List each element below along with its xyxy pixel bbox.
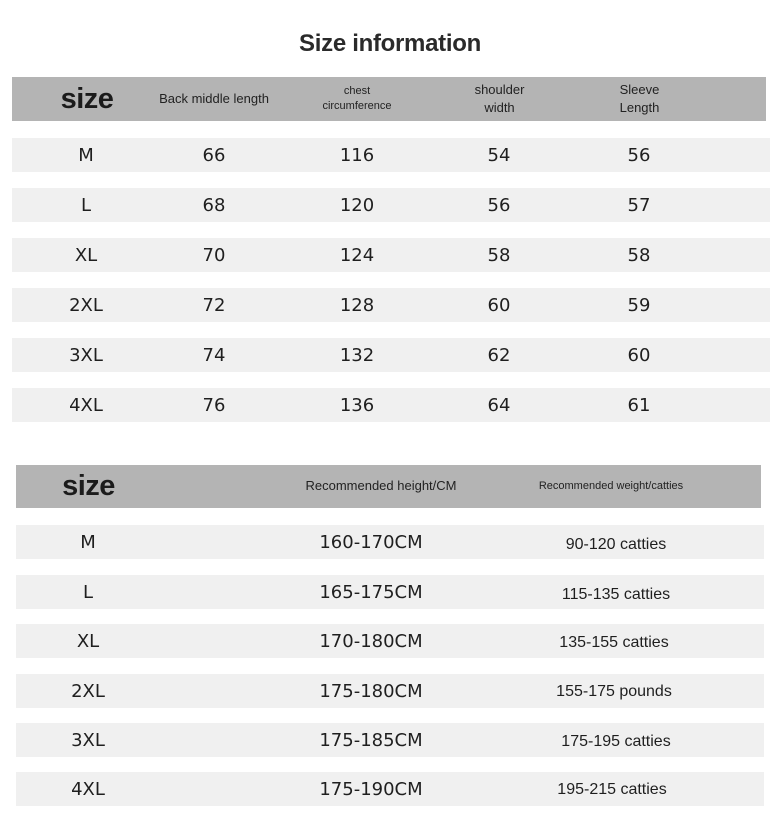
table-row xyxy=(12,138,770,172)
cell-weight: 195-215 catties xyxy=(557,781,667,798)
header-back-length: Back middle length xyxy=(159,90,269,106)
table-row xyxy=(16,674,764,708)
cell-size: 4XL xyxy=(69,394,103,416)
cell-weight: 90-120 catties xyxy=(565,536,667,553)
cell-size: 3XL xyxy=(71,729,105,751)
cell-back: 74 xyxy=(202,344,226,366)
table-row xyxy=(12,338,770,372)
cell-shoulder: 58 xyxy=(487,244,511,266)
size-table-recommendation xyxy=(16,465,761,800)
cell-size: 2XL xyxy=(71,680,105,702)
cell-size: 3XL xyxy=(69,344,103,366)
cell-chest: 116 xyxy=(339,144,375,166)
cell-shoulder: 60 xyxy=(487,294,511,316)
header-shoulder xyxy=(452,77,547,121)
cell-sleeve: 61 xyxy=(627,394,651,416)
cell-chest: 120 xyxy=(339,194,375,216)
header-sleeve xyxy=(592,77,687,121)
cell-sleeve: 57 xyxy=(627,194,651,216)
cell-height: 175-190CM xyxy=(319,778,423,800)
cell-back: 70 xyxy=(202,244,226,266)
table-header xyxy=(16,465,761,508)
cell-size: M xyxy=(80,531,96,553)
cell-chest: 124 xyxy=(339,244,375,266)
header-size: size xyxy=(62,470,115,503)
cell-sleeve: 56 xyxy=(627,144,651,166)
header-chest-line1: chest xyxy=(343,84,371,97)
cell-size: XL xyxy=(76,630,100,652)
cell-weight: 115-135 catties xyxy=(561,586,671,603)
cell-back: 72 xyxy=(202,294,226,316)
cell-size: 4XL xyxy=(71,778,105,800)
cell-back: 76 xyxy=(202,394,226,416)
cell-height: 175-180CM xyxy=(319,680,423,702)
cell-size: L xyxy=(82,581,94,603)
table-header xyxy=(12,77,766,121)
cell-height: 165-175CM xyxy=(319,581,423,603)
header-sleeve-line2: Length xyxy=(619,100,660,115)
cell-height: 160-170CM xyxy=(319,531,423,553)
header-height: Recommended height/CM xyxy=(305,478,457,494)
cell-sleeve: 58 xyxy=(627,244,651,266)
cell-chest: 136 xyxy=(339,394,375,416)
cell-sleeve: 59 xyxy=(627,294,651,316)
table-row xyxy=(12,388,770,422)
header-size: size xyxy=(60,82,114,115)
table-row xyxy=(16,525,764,559)
cell-weight: 175-195 catties xyxy=(561,733,671,750)
header-shoulder-line1: shoulder xyxy=(474,81,525,97)
header-weight: Recommended weight/catties xyxy=(538,479,684,492)
cell-shoulder: 56 xyxy=(487,194,511,216)
cell-chest: 132 xyxy=(339,344,375,366)
table-row xyxy=(12,288,770,322)
cell-shoulder: 54 xyxy=(487,144,511,166)
table-row xyxy=(16,723,764,757)
cell-chest: 128 xyxy=(339,294,375,316)
cell-weight: 155-175 pounds xyxy=(556,683,672,700)
cell-weight: 135-155 catties xyxy=(559,634,669,651)
cell-height: 170-180CM xyxy=(319,630,423,652)
cell-size: 2XL xyxy=(69,294,103,316)
cell-back: 66 xyxy=(202,144,226,166)
cell-size: XL xyxy=(74,244,98,266)
size-table-measurements xyxy=(12,77,766,416)
table-row xyxy=(16,575,764,609)
page-title: Size information xyxy=(299,30,481,57)
cell-shoulder: 64 xyxy=(487,394,511,416)
table-row xyxy=(16,624,764,658)
table-row xyxy=(12,188,770,222)
header-chest xyxy=(297,77,417,121)
table-row xyxy=(16,772,764,806)
header-sleeve-line1: Sleeve xyxy=(619,81,660,97)
header-shoulder-line2: width xyxy=(484,100,515,115)
cell-shoulder: 62 xyxy=(487,344,511,366)
cell-back: 68 xyxy=(202,194,226,216)
header-chest-line2: circumference xyxy=(322,100,392,112)
table-row xyxy=(12,238,770,272)
cell-size: M xyxy=(78,144,94,166)
cell-size: L xyxy=(80,194,92,216)
cell-height: 175-185CM xyxy=(319,729,423,751)
cell-sleeve: 60 xyxy=(627,344,651,366)
